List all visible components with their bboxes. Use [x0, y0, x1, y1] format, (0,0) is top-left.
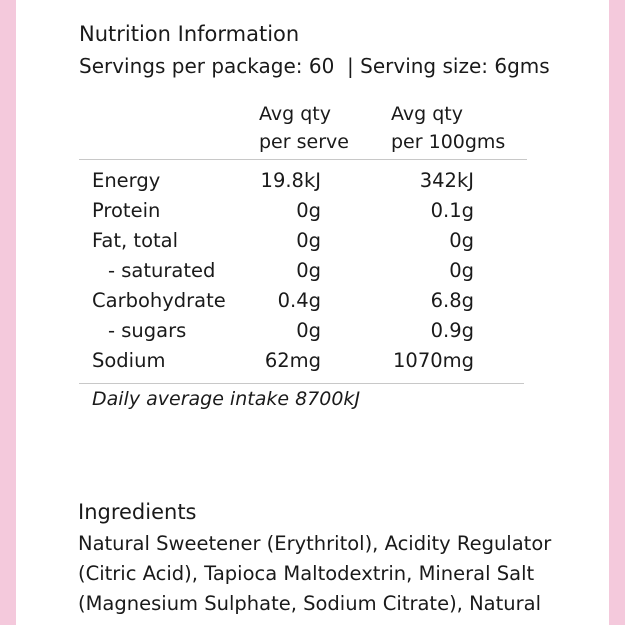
- per-serve-value: 0g: [296, 229, 321, 252]
- per-100g-value: 6.8g: [430, 289, 474, 312]
- per-100g-value: 1070mg: [393, 349, 474, 372]
- nutrient-name: Sodium: [92, 349, 166, 372]
- per-serve-value: 62mg: [264, 349, 321, 372]
- table-row: [0, 286, 625, 316]
- per-100g-value: 342kJ: [419, 169, 474, 192]
- nutrient-name: Fat, total: [92, 229, 179, 252]
- ingredients-line: (Citric Acid), Tapioca Maltodextrin, Mineral Salt: [78, 562, 535, 585]
- column-header-per-100g-line1: Avg qty: [391, 103, 463, 125]
- nutrient-name: - sugars: [108, 319, 187, 342]
- per-100g-value: 0.1g: [430, 199, 474, 222]
- per-serve-value: 0.4g: [277, 289, 321, 312]
- per-serve-value: 0g: [296, 199, 321, 222]
- footer-divider: [79, 383, 524, 384]
- ingredients-title: Ingredients: [78, 500, 197, 524]
- header-divider: [79, 159, 527, 160]
- table-row: [0, 226, 625, 256]
- column-header-per-serve-line2: per serve: [259, 131, 349, 153]
- table-row: [0, 346, 625, 376]
- ingredients-line: Natural Sweetener (Erythritol), Acidity Regulator: [78, 532, 552, 555]
- table-row: [0, 316, 625, 346]
- column-header-per-serve: [259, 100, 349, 156]
- table-row: [0, 196, 625, 226]
- per-serve-value: 0g: [296, 319, 321, 342]
- column-header-per-serve-line1: Avg qty: [259, 103, 331, 125]
- per-serve-value: 0g: [296, 259, 321, 282]
- column-header-per-100g-line2: per 100gms: [391, 131, 506, 153]
- servings-line: Servings per package: 60 | Serving size: 6gms: [79, 54, 550, 78]
- daily-intake-note: Daily average intake 8700kJ: [92, 388, 361, 410]
- nutrient-name: Carbohydrate: [92, 289, 226, 312]
- per-100g-value: 0g: [449, 259, 474, 282]
- table-row: [0, 166, 625, 196]
- nutrient-name: - saturated: [108, 259, 216, 282]
- column-header-per-100g: [391, 100, 505, 156]
- nutrition-title: Nutrition Information: [79, 22, 300, 46]
- per-serve-value: 19.8kJ: [260, 169, 321, 192]
- per-100g-value: 0g: [449, 229, 474, 252]
- nutrient-name: Energy: [92, 169, 161, 192]
- ingredients-line: (Magnesium Sulphate, Sodium Citrate), Natural: [78, 592, 542, 615]
- nutrient-name: Protein: [92, 199, 161, 222]
- table-row: [0, 256, 625, 286]
- per-100g-value: 0.9g: [430, 319, 474, 342]
